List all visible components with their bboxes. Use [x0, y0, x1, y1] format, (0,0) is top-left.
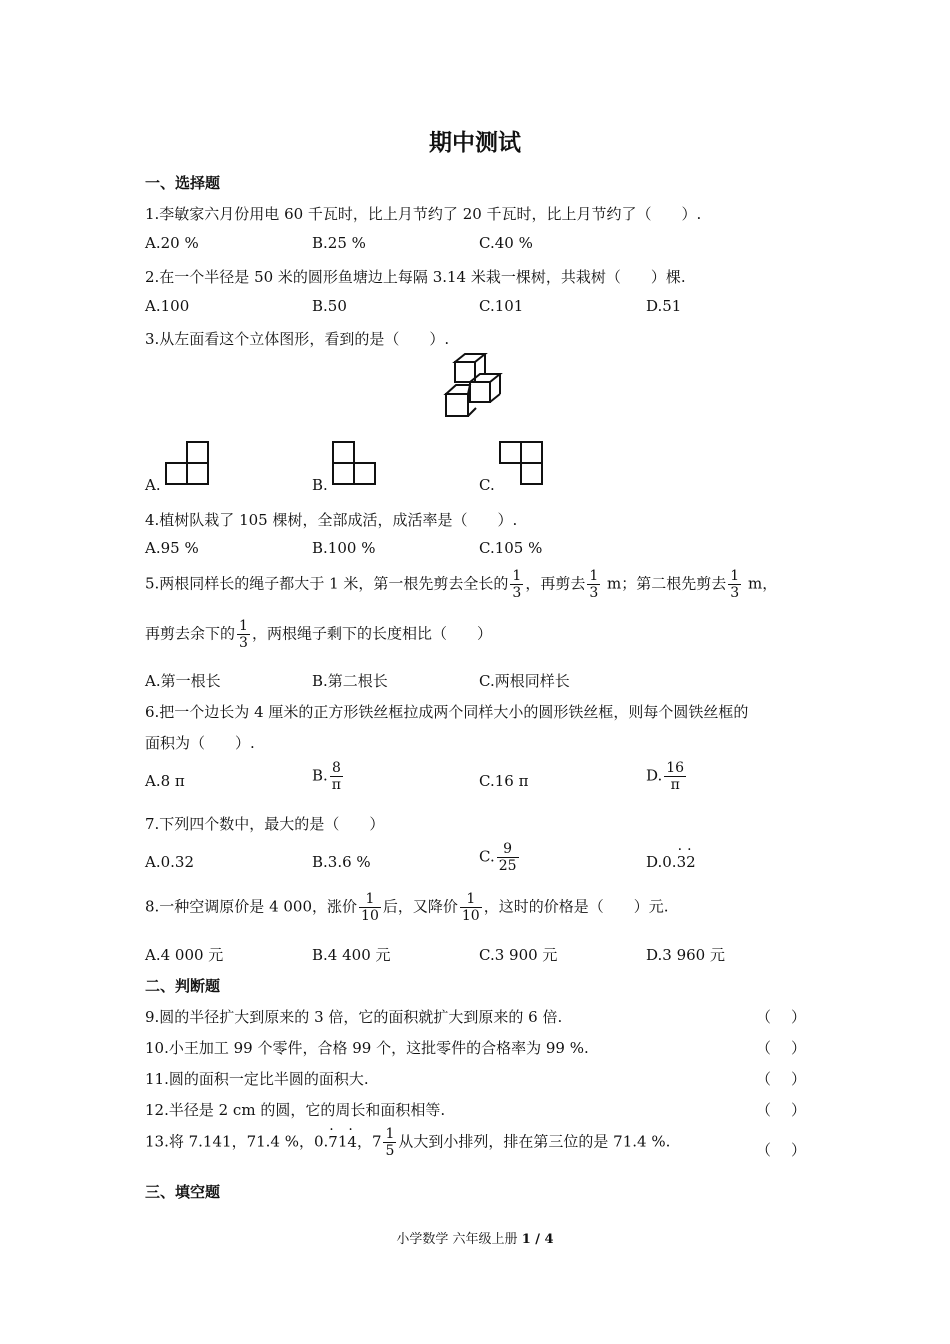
- q6-option-d-fraction: $\frac{16}{\pi}$: [666, 760, 685, 794]
- q5-text-c: m；第二根先剪去: [607, 574, 727, 593]
- repeating-digit: · 2: [686, 853, 696, 871]
- q3-option-c: C.: [479, 476, 495, 494]
- question-6-line-2: 面积为（ ）.: [145, 734, 255, 752]
- q3-option-c-figure: [497, 440, 545, 488]
- q8-text-a: 8.一种空调原价是 4 000，涨价: [145, 897, 358, 916]
- q5-text-f: ，两根绳子剩下的长度相比（ ）: [251, 624, 492, 643]
- question-7-stem: 7.下列四个数中，最大的是（ ）: [145, 815, 385, 833]
- q13-text-c: 从大到小排列，排在第三位的是 71.4 %.: [398, 1132, 671, 1151]
- q6-option-d: D. $\frac{16}{\pi}$: [646, 760, 685, 794]
- q5-text-e: 再剪去余下的: [145, 624, 236, 643]
- q5-text-a: 5.两根同样长的绳子都大于 1 米，第一根先剪去全长的: [145, 574, 509, 593]
- question-13: 13.将 7.141，71.4 %，0.· 71· 4，7 $\frac{1}{5}$ 从大到小排列，排在第三位的是 71.4 %.: [145, 1126, 670, 1159]
- q3-option-b: B.: [312, 476, 328, 494]
- q8-option-a: A.4 000 元: [145, 946, 224, 964]
- repeating-digit: · 4: [347, 1133, 357, 1151]
- q1-option-a: A.20 %: [145, 234, 199, 252]
- answer-blank-12[interactable]: （ ）: [756, 1101, 806, 1119]
- footer-text: 小学数学 六年级上册: [396, 1232, 518, 1247]
- q5-fraction-3: $\frac{1}{3}$: [730, 568, 740, 602]
- q2-option-a: A.100: [145, 297, 190, 315]
- answer-blank-10[interactable]: （ ）: [756, 1039, 806, 1057]
- question-3-stem: 3.从左面看这个立体图形，看到的是（ ）.: [145, 330, 450, 348]
- repeating-digit: · 7: [328, 1133, 338, 1151]
- question-5-line-1: [145, 568, 777, 601]
- cube-figure: [440, 352, 506, 424]
- q4-option-a: A.95 %: [145, 539, 199, 557]
- question-11: 11.圆的面积一定比半圆的面积大.: [145, 1070, 369, 1088]
- q5-fraction-1: $\frac{1}{3}$: [512, 568, 522, 602]
- q4-option-b: B.100 %: [312, 539, 376, 557]
- question-1-stem: 1.李敏家六月份用电 60 千瓦时，比上月节约了 20 千瓦时，比上月节约了（ ）.: [145, 205, 702, 223]
- q2-option-b: B.50: [312, 297, 347, 315]
- q5-fraction-2: $\frac{1}{3}$: [589, 568, 599, 602]
- page-footer: [0, 1228, 950, 1247]
- q8-text-c: ，这时的价格是（ ）元.: [483, 897, 669, 916]
- section-heading-fill: 三、填空题: [145, 1183, 221, 1201]
- q7-option-c-fraction: $\frac{9}{25}$: [498, 841, 517, 875]
- question-12: 12.半径是 2 cm 的圆，它的周长和面积相等.: [145, 1101, 446, 1119]
- q4-option-c: C.105 %: [479, 539, 543, 557]
- question-9: 9.圆的半径扩大到原来的 3 倍，它的面积就扩大到原来的 6 倍.: [145, 1008, 563, 1026]
- page-number: 1 / 4: [521, 1232, 554, 1247]
- q13-text-a: 13.将 7.141，71.4 %，0.: [145, 1132, 329, 1151]
- question-5-line-2: [145, 618, 492, 651]
- q8-fraction-2: $\frac{1}{10}$: [461, 891, 480, 925]
- q6-option-a: A.8 π: [145, 772, 185, 790]
- q8-option-c: C.3 900 元: [479, 946, 558, 964]
- q5-fraction-4: $\frac{1}{3}$: [239, 618, 248, 652]
- q3-option-a-figure: [163, 440, 211, 488]
- q7-option-d: D.0.· 3· 2: [646, 853, 696, 871]
- q13-text-b: ，7: [356, 1132, 382, 1151]
- q8-option-b: B.4 400 元: [312, 946, 391, 964]
- q7-option-c: C. $\frac{9}{25}$: [479, 841, 517, 875]
- section-heading-judge: 二、判断题: [145, 977, 221, 995]
- q5-option-a: A.第一根长: [145, 672, 221, 690]
- answer-blank-13[interactable]: （ ）: [756, 1141, 806, 1159]
- q6-option-c: C.16 π: [479, 772, 529, 790]
- q1-option-c: C.40 %: [479, 234, 533, 252]
- q1-option-b: B.25 %: [312, 234, 366, 252]
- q3-option-b-figure: [330, 440, 378, 488]
- q5-text-b: ，再剪去: [525, 574, 586, 593]
- question-6-line-1: 6.把一个边长为 4 厘米的正方形铁丝框拉成两个同样大小的圆形铁丝框，则每个圆铁丝框的: [145, 703, 749, 721]
- q7-option-a: A.0.32: [145, 853, 194, 871]
- q13-fraction: $\frac{1}{5}$: [385, 1126, 395, 1160]
- q3-option-a: A.: [145, 476, 161, 494]
- question-8-stem: [145, 891, 668, 924]
- q5-option-c: C.两根同样长: [479, 672, 570, 690]
- q6-option-b-fraction: $\frac{8}{\pi}$: [331, 760, 341, 794]
- q2-option-c: C.101: [479, 297, 524, 315]
- question-2-stem: 2.在一个半径是 50 米的圆形鱼塘边上每隔 3.14 米栽一棵树，共栽树（ ）棵.: [145, 268, 686, 286]
- question-4-stem: 4.植树队栽了 105 棵树，全部成活，成活率是（ ）.: [145, 511, 518, 529]
- answer-blank-9[interactable]: （ ）: [756, 1008, 806, 1026]
- q2-option-d: D.51: [646, 297, 682, 315]
- q6-option-b: B. $\frac{8}{\pi}$: [312, 760, 341, 794]
- section-heading-choice: 一、选择题: [145, 174, 221, 192]
- page-title: 期中测试: [429, 129, 521, 156]
- q8-option-d: D.3 960 元: [646, 946, 725, 964]
- q5-text-d: m，: [747, 574, 778, 593]
- question-10: 10.小王加工 99 个零件，合格 99 个，这批零件的合格率为 99 %.: [145, 1039, 589, 1057]
- answer-blank-11[interactable]: （ ）: [756, 1070, 806, 1088]
- q7-option-b: B.3.6 %: [312, 853, 371, 871]
- q8-fraction-1: $\frac{1}{10}$: [361, 891, 379, 925]
- q5-option-b: B.第二根长: [312, 672, 388, 690]
- q8-text-b: 后，又降价: [382, 897, 458, 916]
- repeating-digit: · 3: [677, 853, 687, 871]
